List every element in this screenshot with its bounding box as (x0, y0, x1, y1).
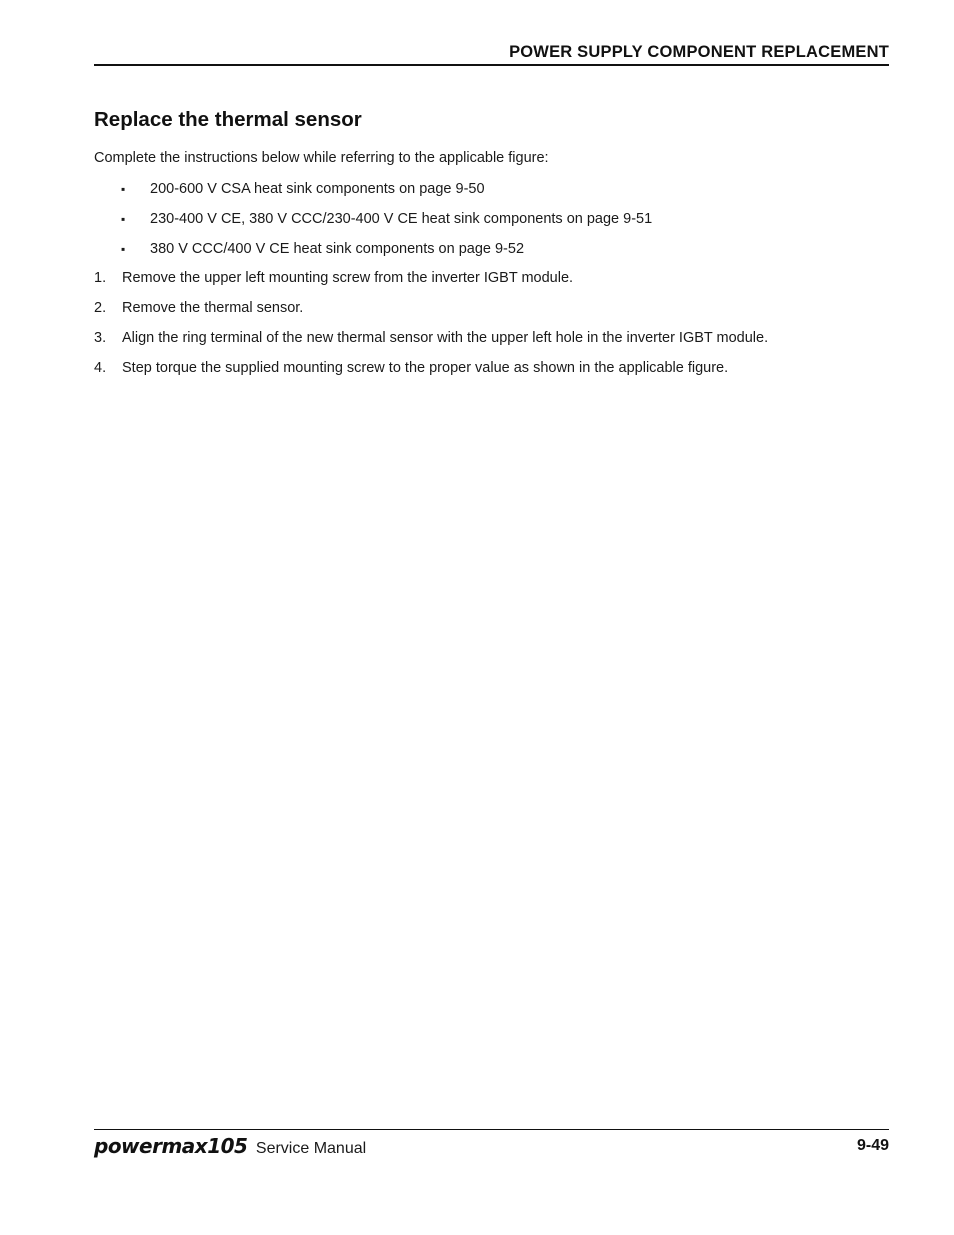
section-title: Replace the thermal sensor (94, 108, 362, 131)
figure-reference-text: 380 V CCC/400 V CE heat sink components on page 9-52 (150, 241, 525, 257)
bullet-marker: ▪ (121, 182, 126, 196)
brand-logo-text: powermax105 (94, 1134, 248, 1158)
step-text: Remove the thermal sensor. (122, 300, 304, 316)
bullet-marker: ▪ (121, 242, 126, 256)
page-number: 9-49 (856, 1137, 889, 1154)
figure-reference-text: 200-600 V CSA heat sink components on page 9-50 (150, 181, 485, 197)
manual-label: Service Manual (255, 1140, 367, 1157)
step-number: 2. (94, 300, 107, 316)
header-rule (94, 64, 889, 66)
bullet-marker: ▪ (121, 212, 126, 226)
step-text: Remove the upper left mounting screw from the inverter IGBT module. (122, 270, 574, 286)
footer-manual-title (94, 1134, 366, 1158)
footer-rule (94, 1129, 889, 1130)
step-number: 1. (94, 270, 107, 286)
step-text: Align the ring terminal of the new thermal sensor with the upper left hole in the inverter IGBT module. (122, 330, 769, 346)
step-number: 4. (94, 360, 107, 376)
figure-reference-text: 230-400 V CE, 380 V CCC/230-400 V CE heat sink components on page 9-51 (150, 211, 653, 227)
step-number: 3. (94, 330, 107, 346)
intro-paragraph: Complete the instructions below while referring to the applicable figure: (94, 150, 549, 166)
running-header: POWER SUPPLY COMPONENT REPLACEMENT (509, 43, 889, 61)
step-text: Step torque the supplied mounting screw to the proper value as shown in the applicable figure. (122, 360, 729, 376)
